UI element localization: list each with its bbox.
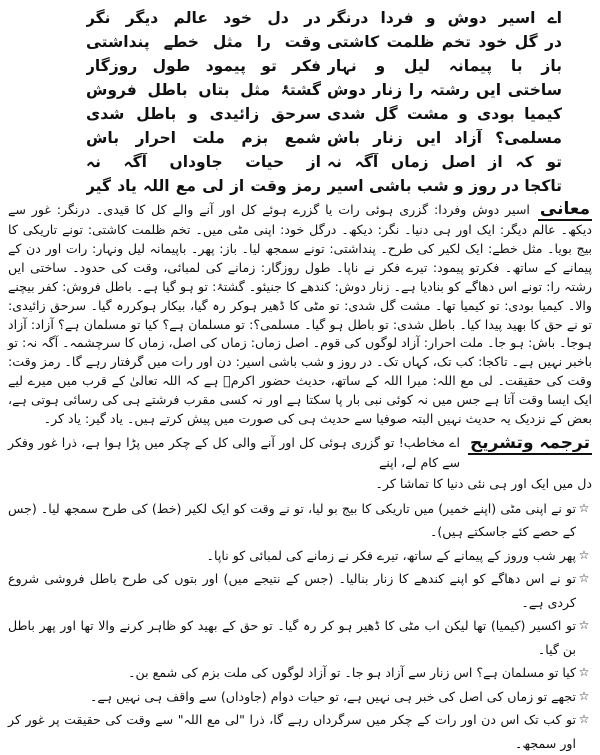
verse-first-hemistich: اے اسیر دوش و فردا درنگر	[327, 9, 562, 27]
poem-block	[8, 6, 592, 198]
verse-second-hemistich: گشتۂ مثل بتاں باطل فروش	[86, 81, 321, 99]
list-item	[8, 685, 592, 709]
maani-heading: معانی	[539, 199, 590, 219]
verse-row	[8, 126, 592, 150]
verse-row	[8, 174, 592, 198]
verse-second-hemistich: رمز وقت از لی مع اللہ یاد گیر	[86, 177, 321, 195]
list-item	[8, 614, 592, 661]
star-outline-icon: ☆	[578, 571, 590, 586]
verse-row	[8, 102, 592, 126]
list-item	[8, 708, 592, 755]
verse-first-hemistich: تاکجا در روز و شب باشی اسیر	[327, 177, 562, 195]
verse-first-hemistich: کیمیا بودی و مشت گل شدی	[327, 105, 562, 123]
verse-second-hemistich: از حیات جاوداں آگہ نہ	[86, 153, 321, 171]
verse-first-hemistich: تو کہ از اصل زماں آگہ نہ	[327, 153, 562, 171]
verse-second-hemistich: شمع بزم ملت احرار باش	[86, 129, 321, 147]
tashreeh-heading: ترجمہ وتشریح	[470, 432, 590, 453]
verse-first-hemistich: در گل خود تخم ظلمت کاشتی	[327, 33, 562, 51]
list-item-text: پھر شب وروز کے پیمانے کے ساتھ، تیرے فکر نے زمانے کی لمبائی کو ناپا۔	[206, 547, 576, 563]
maani-text: اسیر دوش وفردا: گزری ہوئی رات یا گزرے ہوئے کل اور آنے والے کل کا قیدی۔ درنگر: غور سے دیکھ۔ عالم دیگر: ایک اور ہی دنیا۔ نگر: دیکھ۔ درگل خود: اپنی مٹی میں۔ تخم ظلمت کاشتی: تونے تاریکی کا بیج بویا۔ مثل خطے: ایک لکیر کی طرح۔ پنداشتی: تونے سمجھ لیا۔ باز: پھر۔ باپیمانہ لیل ونہار: رات اور دن کے پیمانے کے ساتھ۔ فکرتو پیمود: تیرے فکر نے ناپا۔ طول روزگار: زمانے کی لمبائی، وقت کی حدود۔ ساختی ایں رشتہ را: تونے اس دھاگے کو بنادیا ہے۔ زنار دوش: کندھے کا جنیئو۔ گشتۂ: تو ہو گیا ہے۔ باطل فروش: کفر بیچنے والا۔ کیمیا بودی: تو کیمیا تھا۔ مشت گل شدی: تو مٹی کا ڈھیر ہوکر رہ گیا، بیکار ہوکررہ گیا۔ سرحق زائیدی: تو نے حق کا بھید پیدا کیا۔ باطل شدی: تو باطل ہو گیا۔ مسلمی؟: تو مسلمان ہے؟ کیا تو مسلمان ہے؟ آزاد: آزاد ہوجا۔ باش: ہو جا۔ ملت احرار: آزاد لوگوں کی قوم۔ اصل زماں: زماں کی اصل، زماں کا سرچشمہ۔ آگہ نہ: تو باخبر نہیں ہے۔ تاکجا: کب تک، کہاں تک۔ در روز و شب باشی اسیر: دن اور رات میں گرفتار رہے گا۔ رمز وقت: وقت کی حقیقت۔ لی مع اللہ: میرا اللہ کے ساتھ، حدیث حضور اکرمؐ ہے کہ اللہ تعالیٰ کے قرب میں میرے لیے ایک ایسا وقت آتا ہے جس میں نہ کوئی نبی بار پا سکتا ہے اور نہ کسی مقرب فرشتے ہی کی رسائی ہوتی ہے، بعض کے نزدیک یہ حدیث نہیں البتہ صوفیا سے حدیث ہی کی صورت میں پیش کرتے ہیں۔ یاد گیر: یاد کر۔	[8, 202, 592, 427]
star-outline-icon: ☆	[578, 547, 590, 562]
verse-first-hemistich: مسلمی؟ آزاد ایں زنار باش	[327, 129, 562, 147]
verse-first-hemistich: باز با پیمانہ لیل و نہار	[327, 57, 562, 75]
tashreeh-header-row	[8, 433, 592, 473]
list-item-text: تو اکسیر (کیمیا) تھا لیکن اب مٹی کا ڈھیر ہو کر رہ گیا۔ تو حق کے بھید کو ظاہر کرنے والا تھا اور پھر باطل بن گیا۔	[8, 618, 576, 657]
star-outline-icon: ☆	[578, 500, 590, 515]
star-outline-icon: ☆	[578, 688, 590, 703]
verse-second-hemistich: وقت را مثل خطے پنداشتی	[86, 33, 321, 51]
verse-second-hemistich: سرحق زائیدی و باطل شدی	[86, 105, 321, 123]
tashreeh-intro-continued: دل میں ایک اور ہی نئی دنیا کا تماشا کر۔	[375, 475, 592, 491]
star-outline-icon: ☆	[578, 618, 590, 633]
verse-second-hemistich: در دل خود عالم دیگر نگر	[86, 9, 321, 27]
star-outline-icon: ☆	[578, 712, 590, 727]
list-item-text: تو نے اس دھاگے کو اپنے کندھے کا زنار بنالیا۔ (جس کے نتیجے میں) اور بتوں کی طرح باطل فروشی شروع کردی ہے۔	[8, 571, 576, 610]
tashreeh-section	[8, 433, 592, 755]
list-item-text: تو کب تک اس دن اور رات کے چکر میں سرگرداں رہے گا، ذرا "لی مع اللہ" سے وقت کی حقیقت پر غور کر اور سمجھ۔	[8, 712, 576, 751]
verse-row	[8, 6, 592, 30]
list-item	[8, 544, 592, 568]
verse-row	[8, 78, 592, 102]
verse-row	[8, 54, 592, 78]
list-item-text: تجھے تو زماں کی اصل کی خبر ہی نہیں ہے، تو حیات دوام (جاوداں) سے واقف ہی نہیں ہے۔	[89, 688, 576, 704]
list-item	[8, 661, 592, 685]
tashreeh-list	[8, 497, 592, 755]
verse-row	[8, 150, 592, 174]
star-outline-icon: ☆	[578, 665, 590, 680]
list-item-text: کیا تو مسلمان ہے؟ اس زنار سے آزاد ہو جا۔ تو آزاد لوگوں کی ملت بزم کی شمع بن۔	[128, 665, 576, 681]
list-item	[8, 567, 592, 614]
verse-second-hemistich: فکر تو پیمود طول روزگار	[86, 57, 321, 75]
verse-first-hemistich: ساختی ایں رشتہ را زنار دوش	[327, 81, 562, 99]
list-item-text: تو نے اپنی مٹی (اپنے خمیر) میں تاریکی کا بیج بو لیا، تو نے وقت کو ایک لکیر (خط) کی طرح سمجھ لیا۔ (جس کے حصے کئے جاسکتے ہیں)۔	[8, 500, 576, 540]
maani-section	[8, 199, 592, 429]
tashreeh-intro: اے مخاطب! تو گزری ہوئی کل اور آنے والی کل کے چکر میں پڑا ہوا ہے، ذرا غور وفکر سے کام لے، اپنے	[8, 434, 461, 470]
list-item	[8, 497, 592, 544]
verse-row	[8, 30, 592, 54]
